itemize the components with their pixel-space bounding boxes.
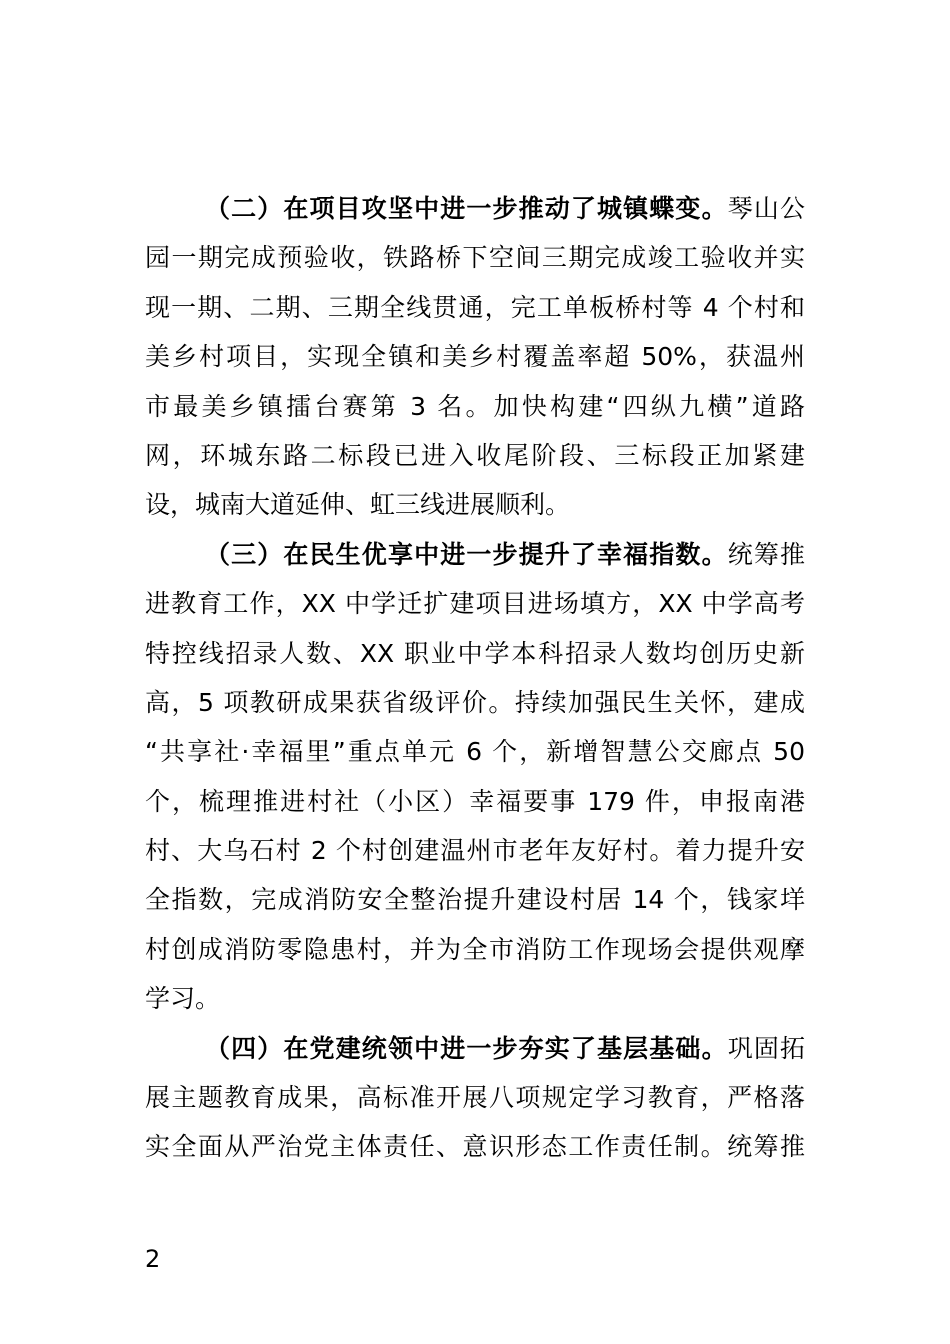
paragraph-line: 学习。 [145, 984, 221, 1014]
paragraph-line: 网，环城东路二标段已进入收尾阶段、三标段正加紧建 [145, 440, 805, 470]
paragraph-text: 琴山公 [727, 194, 805, 223]
paragraph-line: 设，城南大道延伸、虹三线进展顺利。 [145, 490, 571, 520]
paragraph-line: 市最美乡镇擂台赛第 3 名。加快构建“四纵九横”道路 [145, 391, 805, 421]
document-body [145, 184, 805, 1172]
paragraph [145, 184, 805, 530]
paragraph-line [145, 530, 805, 579]
paragraph-line: 实全面从严治党主体责任、意识形态工作责任制。统筹推 [145, 1132, 805, 1162]
paragraph-line: 现一期、二期、三期全线贯通，完工单板桥村等 4 个村和 [145, 292, 805, 322]
page-number: 2 [145, 1245, 161, 1273]
paragraph-text: 统筹推 [727, 539, 805, 569]
paragraph-text: 巩固拓 [727, 1033, 805, 1063]
paragraph-line: 全指数，完成消防安全整治提升建设村居 14 个，钱家垟 [145, 885, 805, 915]
paragraph-line: 村、大乌石村 2 个村创建温州市老年友好村。着力提升安 [145, 836, 805, 866]
paragraph-line: 进教育工作，XX 中学迁扩建项目进场填方，XX 中学高考 [145, 589, 805, 619]
paragraph [145, 530, 805, 1024]
paragraph-line: 特控线招录人数、XX 职业中学本科招录人数均创历史新 [145, 638, 805, 668]
paragraph-line: 村创成消防零隐患村，并为全市消防工作现场会提供观摩 [145, 934, 805, 964]
paragraph-line: 美乡村项目，实现全镇和美乡村覆盖率超 50%，获温州 [145, 342, 805, 372]
paragraph-line [145, 184, 805, 233]
paragraph-line [145, 1024, 805, 1073]
section-heading: （三）在民生优享中进一步提升了幸福指数。 [205, 539, 728, 569]
section-heading: （二）在项目攻坚中进一步推动了城镇蝶变。 [205, 194, 728, 223]
paragraph-line: 展主题教育成果，高标准开展八项规定学习教育，严格落 [145, 1083, 805, 1113]
paragraph-line: 高，5 项教研成果获省级评价。持续加强民生关怀，建成 [145, 687, 805, 717]
section-heading: （四）在党建统领中进一步夯实了基层基础。 [205, 1033, 728, 1063]
paragraph-line: 个，梳理推进村社（小区）幸福要事 179 件，申报南港 [145, 786, 805, 816]
paragraph-line: “共享社·幸福里”重点单元 6 个，新增智慧公交廊点 50 [145, 737, 805, 767]
paragraph-line: 园一期完成预验收，铁路桥下空间三期完成竣工验收并实 [145, 243, 805, 273]
paragraph [145, 1024, 805, 1172]
